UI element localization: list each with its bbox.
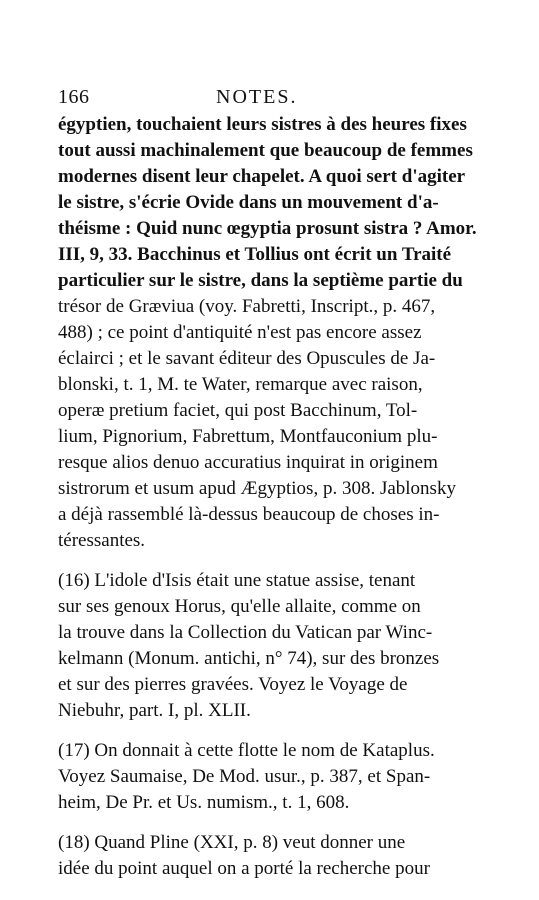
page-header bbox=[58, 86, 478, 110]
text-line: (16) L'idole d'Isis était une statue assise, tenant bbox=[58, 570, 416, 591]
text-line: (18) Quand Pline (XXI, p. 8) veut donner une bbox=[58, 832, 406, 853]
paragraph-note-17 bbox=[58, 738, 486, 816]
paragraph-note-18 bbox=[58, 830, 486, 882]
text-line: (17) On donnait à cette flotte le nom de Kataplus. bbox=[58, 740, 435, 761]
text-line: operæ pretium faciet, qui post Bacchinum, Tol- bbox=[58, 400, 418, 421]
text-line: III, 9, 33. Bacchinus et Tollius ont écrit un Traité bbox=[58, 244, 452, 265]
text-line: et sur des pierres gravées. Voyez le Voyage de bbox=[58, 674, 408, 695]
page-number: 166 bbox=[58, 86, 90, 108]
text-line: modernes disent leur chapelet. A quoi sert d'agiter bbox=[58, 166, 466, 187]
text-line: sistrorum et usum apud Ægyptios, p. 308. Jablonsky bbox=[58, 478, 456, 499]
page-body bbox=[58, 112, 486, 882]
text-line: Niebuhr, part. I, pl. XLII. bbox=[58, 700, 251, 721]
running-head: NOTES. bbox=[216, 86, 298, 108]
text-line: Voyez Saumaise, De Mod. usur., p. 387, et Span- bbox=[58, 766, 431, 787]
text-line: heim, De Pr. et Us. numism., t. 1, 608. bbox=[58, 792, 350, 813]
text-line: a déjà rassemblé là-dessus beaucoup de choses in- bbox=[58, 504, 440, 525]
paragraph-note-16 bbox=[58, 568, 486, 724]
text-line: lium, Pignorium, Fabrettum, Montfauconium plu- bbox=[58, 426, 438, 447]
text-line: éclairci ; et le savant éditeur des Opuscules de Ja- bbox=[58, 348, 436, 369]
text-line: sur ses genoux Horus, qu'elle allaite, comme on bbox=[58, 596, 421, 617]
text-line: théisme : Quid nunc œgyptia prosunt sistra ? Amor. bbox=[58, 218, 477, 239]
text-line: resque alios denuo accuratius inquirat in originem bbox=[58, 452, 438, 473]
text-line: tout aussi machinalement que beaucoup de femmes bbox=[58, 140, 473, 161]
paragraph-gap bbox=[58, 724, 486, 738]
paragraph-gap bbox=[58, 816, 486, 830]
text-line: égyptien, touchaient leurs sistres à des heures fixes bbox=[58, 114, 467, 135]
text-line: idée du point auquel on a porté la recherche pour bbox=[58, 858, 430, 879]
paragraph-gap bbox=[58, 554, 486, 568]
text-line: 488) ; ce point d'antiquité n'est pas encore assez bbox=[58, 322, 422, 343]
text-line: trésor de Græviua (voy. Fabretti, Inscript., p. 467, bbox=[58, 296, 436, 317]
text-line: kelmann (Monum. antichi, n° 74), sur des bronzes bbox=[58, 648, 440, 669]
text-line: la trouve dans la Collection du Vatican par Winc- bbox=[58, 622, 433, 643]
text-line: téressantes. bbox=[58, 530, 146, 551]
text-line: blonski, t. 1, M. te Water, remarque avec raison, bbox=[58, 374, 423, 395]
paragraph-note-15-continued bbox=[58, 112, 486, 554]
text-line: le sistre, s'écrie Ovide dans un mouvement d'a- bbox=[58, 192, 439, 213]
text-line: particulier sur le sistre, dans la septième partie du bbox=[58, 270, 463, 291]
